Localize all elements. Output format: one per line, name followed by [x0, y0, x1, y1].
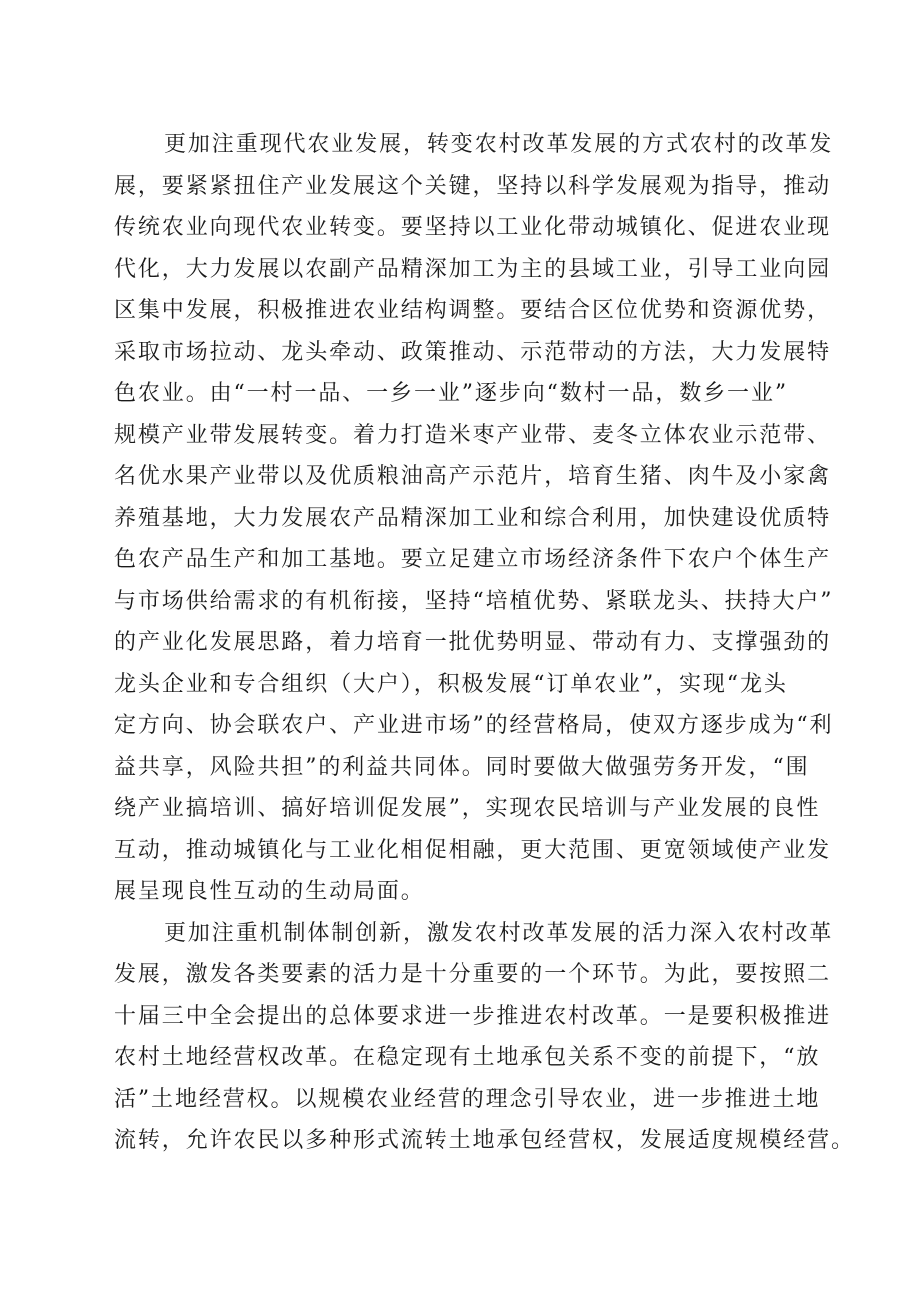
text-line: 色农产品生产和加工基地。要立足建立市场经济条件下农户个体生产 — [114, 547, 832, 572]
text-line: 龙头企业和专合组织（大户），积极发展“订单农业”，实现“龙头 — [114, 671, 788, 697]
text-line: 活”土地经营权。以规模农业经营的理念引导农业，进一步推进土地 — [114, 1086, 821, 1112]
text-line: 互动，推动城镇化与工业化相促相融，更大范围、更宽领域使产业发 — [114, 837, 832, 863]
text-line: 流转，允许农民以多种形式流转土地承包经营权，发展适度规模经营。 — [114, 1128, 855, 1153]
text-line: 色农业。由“一村一品、一乡一业”逐步向“数村一品，数乡一业” — [114, 381, 788, 406]
text-line: 规模产业带发展转变。着力打造米枣产业带、麦冬立体农业示范带、 — [114, 422, 832, 448]
text-line: 养殖基地，大力发展农产品精深加工业和综合利用，加快建设优质特 — [114, 505, 832, 531]
text-line: 名优水果产业带以及优质粮油高产示范片，培育生猪、肉牛及小家禽 — [114, 464, 832, 489]
text-line: 绕产业搞培训、搞好培训促发展”，实现农民培训与产业发展的良性 — [114, 796, 821, 821]
text-line: 更加注重机制体制创新，激发农村改革发展的活力深入农村改革 — [164, 920, 834, 946]
text-line: 区集中发展，积极推进农业结构调整。要结合区位优势和资源优势， — [114, 298, 832, 323]
text-line: 传统农业向现代农业转变。要坚持以工业化带动城镇化、促进农业现 — [114, 215, 832, 240]
text-line: 农村土地经营权改革。在稳定现有土地承包关系不变的前提下，“放 — [114, 1045, 821, 1070]
text-line: 展呈现良性互动的生动局面。 — [114, 879, 425, 904]
text-line: 定方向、协会联农户、产业进市场”的经营格局，使双方逐步成为“利 — [114, 713, 834, 738]
text-line: 与市场供给需求的有机衔接，坚持“培植优势、紧联龙头、扶持大户” — [114, 588, 834, 614]
text-line: 更加注重现代农业发展，转变农村改革发展的方式农村的改革发 — [164, 132, 834, 157]
text-line: 代化，大力发展以农副产品精深加工为主的县域工业，引导工业向园 — [114, 256, 832, 282]
document-body — [114, 124, 855, 1162]
text-line: 益共享，风险共担”的利益共同体。同时要做大做强劳务开发，“围 — [114, 754, 810, 780]
text-line: 采取市场拉动、龙头牵动、政策推动、示范带动的方法，大力发展特 — [114, 339, 832, 365]
text-line: 十届三中全会提出的总体要求进一步推进农村改革。一是要积极推进 — [114, 1003, 832, 1029]
text-line: 的产业化发展思路，着力培育一批优势明显、带动有力、支撑强劲的 — [114, 630, 832, 655]
text-line: 展，要紧紧扭住产业发展这个关键，坚持以科学发展观为指导，推动 — [114, 173, 832, 199]
text-line: 发展，激发各类要素的活力是十分重要的一个环节。为此，要按照二 — [114, 962, 832, 987]
